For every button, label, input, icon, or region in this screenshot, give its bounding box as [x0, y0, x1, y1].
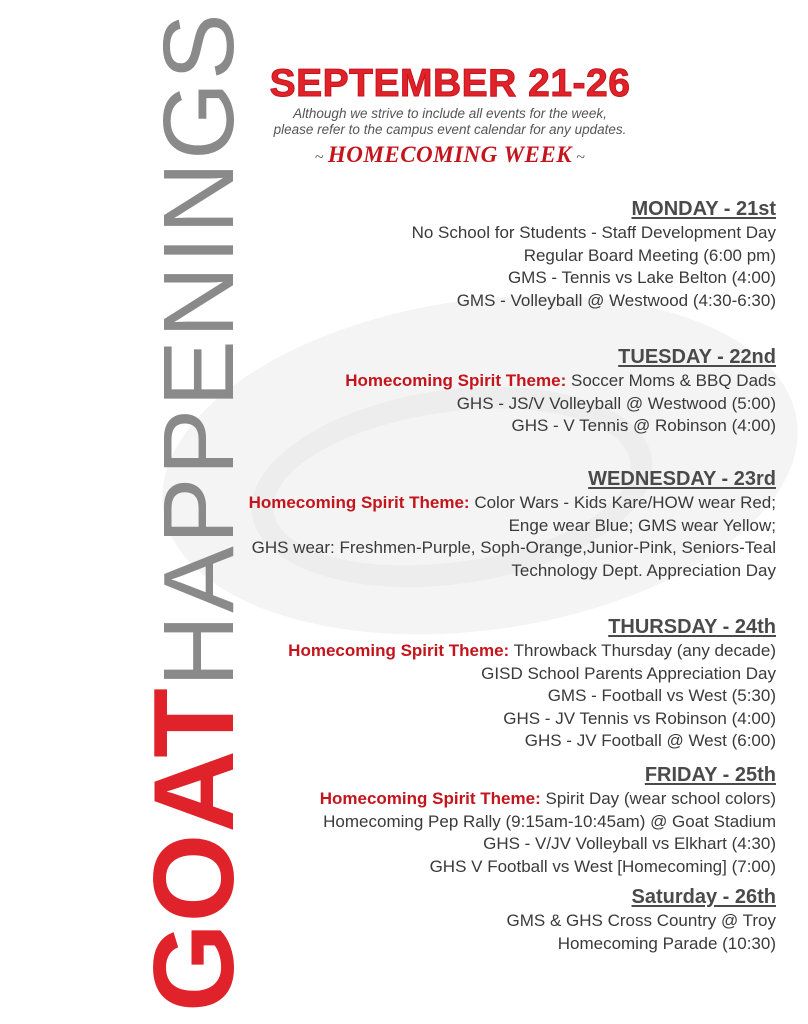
day-wednesday — [249, 466, 776, 582]
tilde-right: ~ — [576, 149, 586, 166]
side-title-goat: GOAT — [131, 687, 258, 1012]
day-heading: FRIDAY - 25th — [644, 764, 776, 786]
event-item: Technology Dept. Appreciation Day — [511, 560, 776, 580]
spirit-theme-label: Homecoming Spirit Theme: — [288, 641, 510, 660]
event-item: GMS & GHS Cross Country @ Troy — [506, 911, 776, 930]
day-heading: WEDNESDAY - 23rd — [588, 468, 776, 490]
event-item: GHS - JV Tennis vs Robinson (4:00) — [503, 708, 776, 728]
event-item: Regular Board Meeting (6:00 pm) — [523, 245, 776, 265]
day-heading: THURSDAY - 24th — [608, 616, 776, 638]
day-heading: TUESDAY - 22nd — [618, 346, 776, 368]
spirit-theme-line — [249, 492, 776, 515]
header — [200, 62, 700, 168]
event-item: GMS - Tennis vs Lake Belton (4:00) — [507, 268, 776, 287]
spirit-theme-value: Soccer Moms & BBQ Dads — [570, 371, 776, 390]
homecoming-week-title — [200, 142, 700, 168]
spirit-theme-value: Color Wars - Kids Kare/HOW wear Red; — [474, 493, 776, 512]
date-range-title: SEPTEMBER 21-26 — [269, 62, 631, 105]
day-saturday — [507, 884, 776, 955]
event-item: GHS - JS/V Volleyball @ Westwood (5:00) — [456, 393, 776, 413]
spirit-theme-label: Homecoming Spirit Theme: — [319, 789, 541, 808]
tilde-left: ~ — [314, 149, 324, 166]
side-title — [0, 0, 258, 1024]
day-heading: Saturday - 26th — [631, 886, 776, 908]
event-item: GHS - JV Football @ West (6:00) — [524, 731, 776, 750]
event-item: Homecoming Parade (10:30) — [557, 933, 776, 953]
event-item: No School for Students - Staff Development Day — [411, 223, 776, 242]
event-item: GMS - Football vs West (5:30) — [547, 686, 776, 705]
side-title-happenings: HAPPENINGS — [143, 11, 255, 688]
day-monday — [412, 196, 776, 312]
disclaimer-line-1: Although we strive to include all events for the week, — [293, 106, 607, 121]
spirit-theme-line — [345, 370, 776, 393]
day-friday — [320, 762, 776, 878]
week-title-text: HOMECOMING WEEK — [327, 142, 573, 167]
spirit-theme-value: Throwback Thursday (any decade) — [513, 641, 776, 660]
spirit-theme-line — [288, 640, 776, 663]
spirit-theme-label: Homecoming Spirit Theme: — [345, 371, 567, 390]
event-item: GHS V Football vs West [Homecoming] (7:00) — [429, 856, 776, 876]
event-item: GMS - Volleyball @ Westwood (4:30-6:30) — [456, 290, 776, 310]
event-item: Homecoming Pep Rally (9:15am-10:45am) @ Goat Stadium — [323, 811, 776, 831]
disclaimer-line-2: please refer to the campus event calendar for any updates. — [273, 122, 627, 137]
day-heading: MONDAY - 21st — [631, 198, 776, 220]
event-item: GHS - V/JV Volleyball vs Elkhart (4:30) — [483, 834, 776, 853]
day-thursday — [288, 614, 776, 753]
event-item: GHS wear: Freshmen-Purple, Soph-Orange,Junior-Pink, Seniors-Teal — [251, 538, 776, 557]
spirit-theme-label: Homecoming Spirit Theme: — [248, 493, 470, 512]
spirit-theme-line — [320, 788, 776, 811]
event-item: GHS - V Tennis @ Robinson (4:00) — [511, 416, 776, 435]
day-tuesday — [345, 344, 776, 438]
event-item: Enge wear Blue; GMS wear Yellow; — [508, 515, 776, 535]
event-item: GISD School Parents Appreciation Day — [481, 663, 776, 683]
spirit-theme-value: Spirit Day (wear school colors) — [545, 789, 776, 808]
